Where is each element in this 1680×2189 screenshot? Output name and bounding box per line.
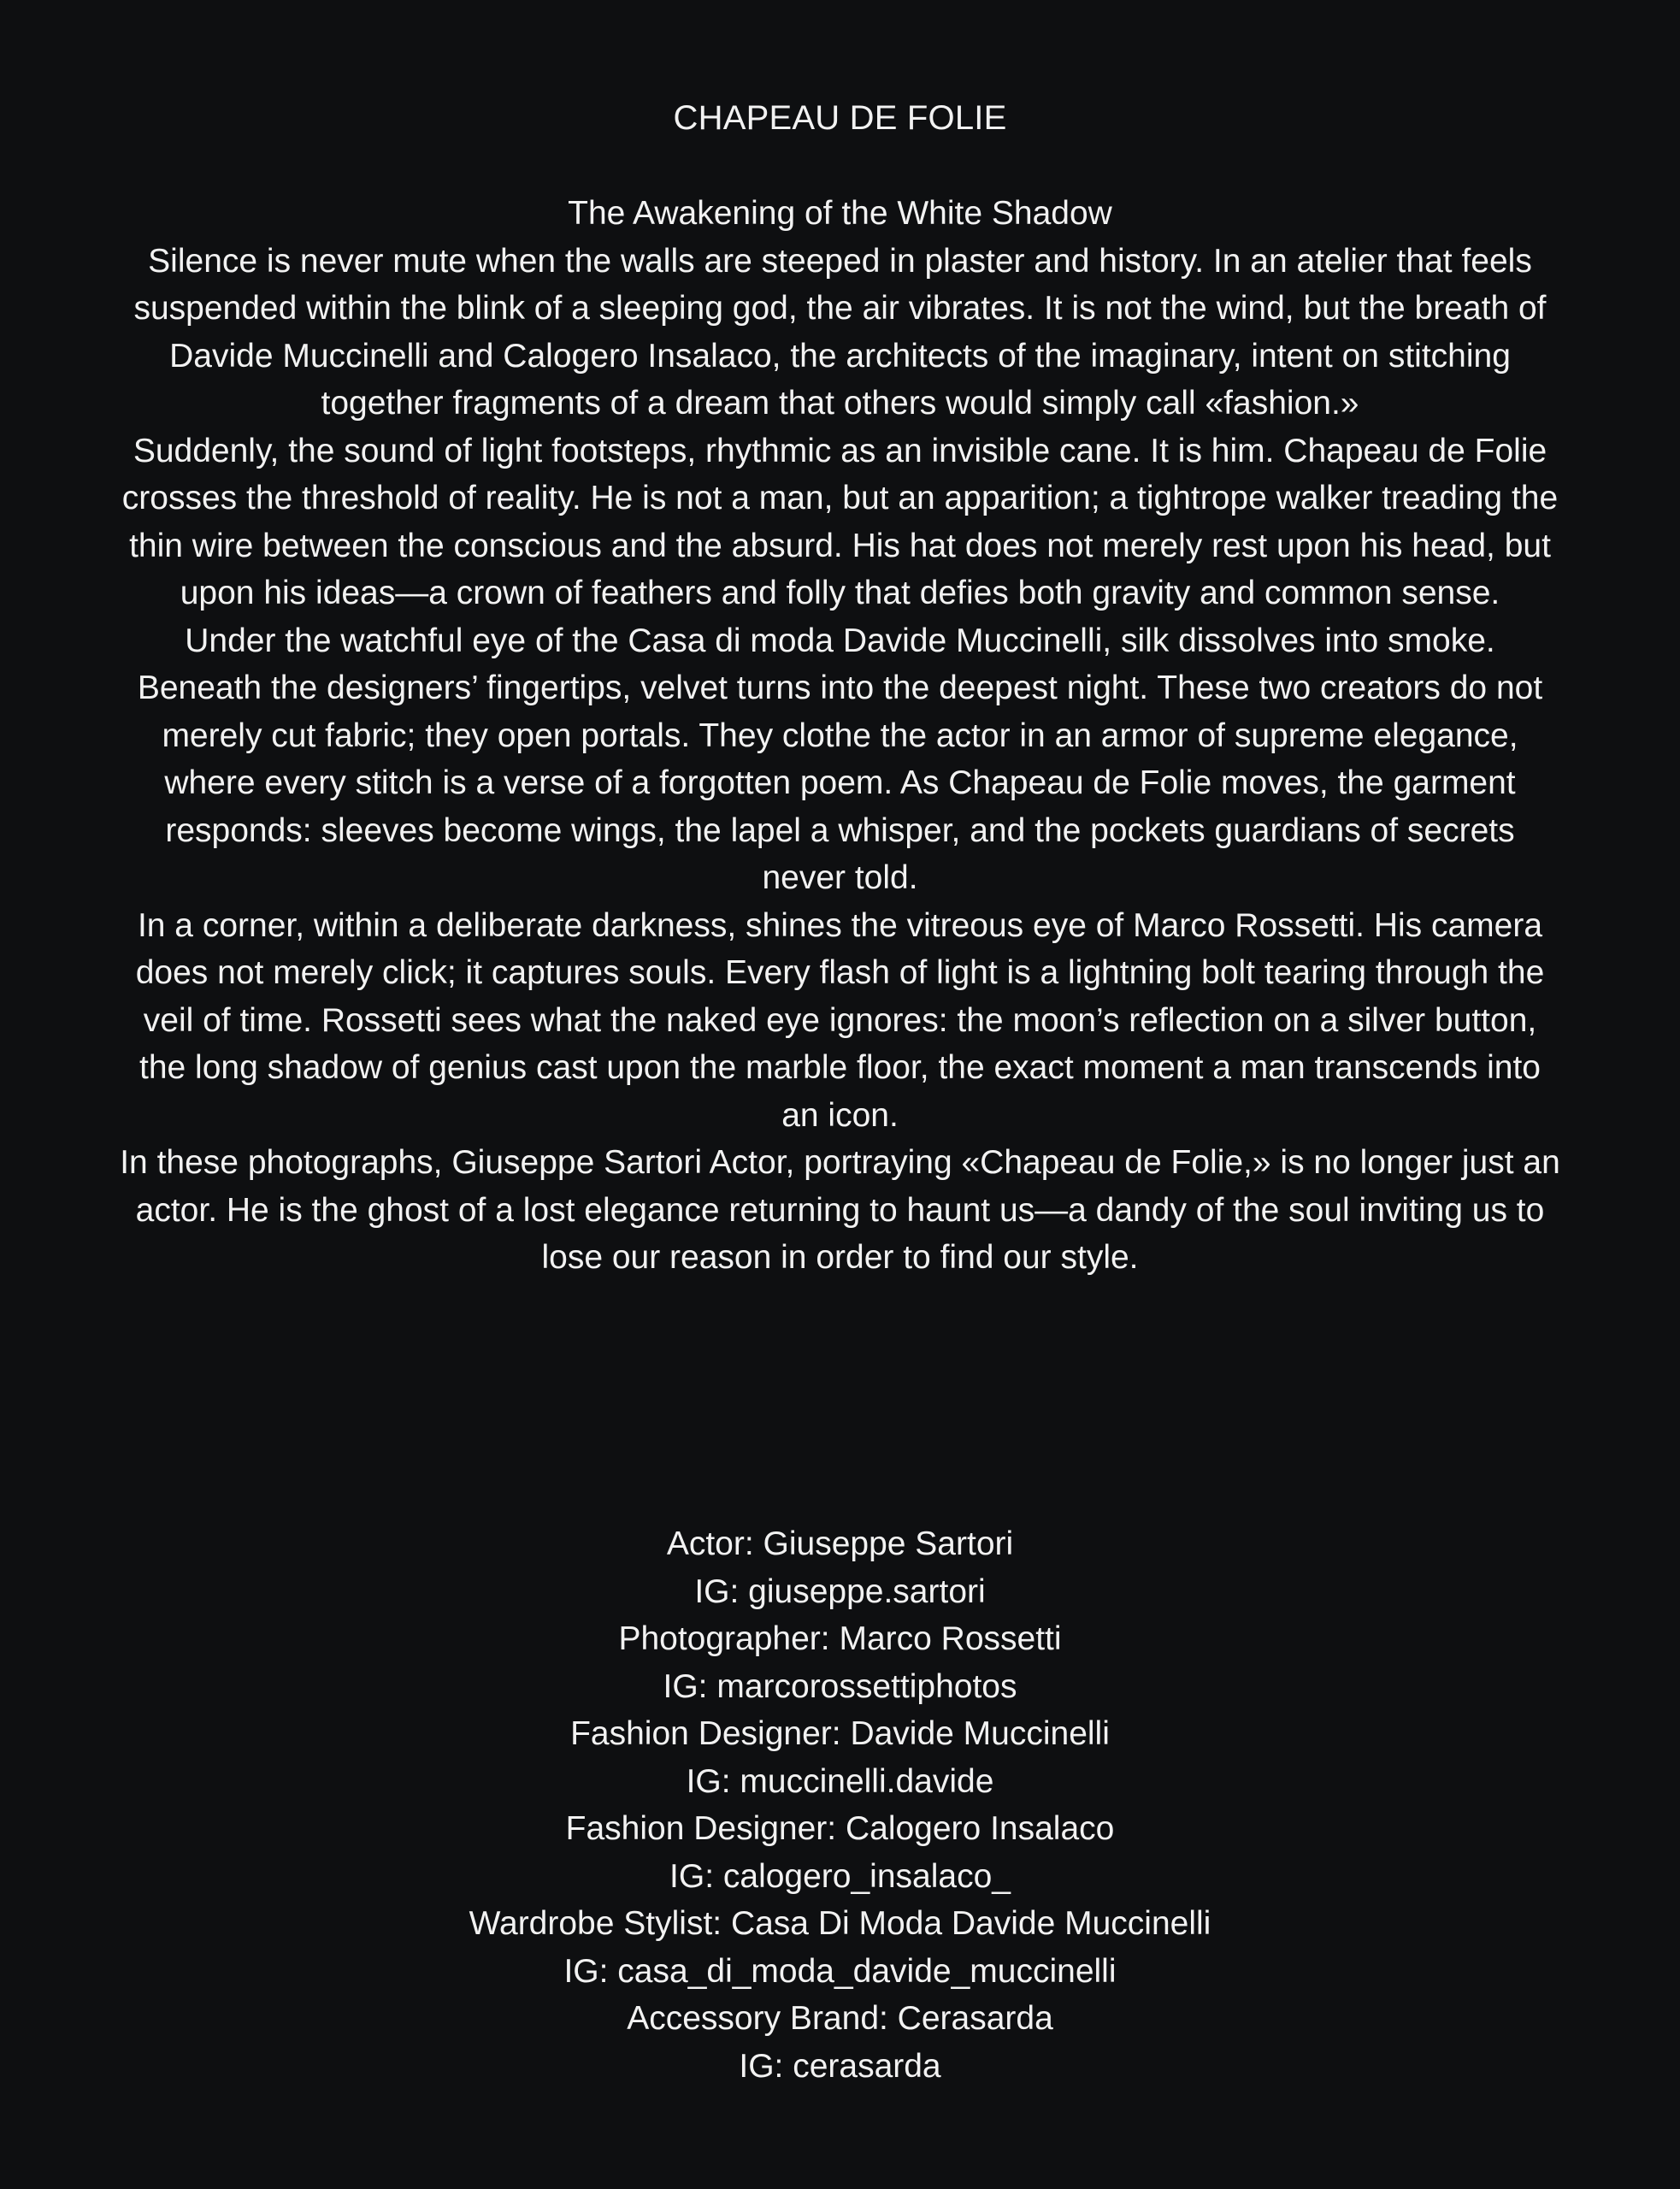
article-paragraph: In a corner, within a deliberate darkness, shines the vitreous eye of Marco Rossetti. His camera does not merely click; it captures souls. Every flash of light is a lightning bolt tearing through the veil of time. Rossetti sees what the naked eye ignores: the moon’s reflection on a silver button, the long shadow of genius cast upon the marble floor, the exact moment a man transcends into an icon.	[135, 906, 1545, 1134]
credit-line: IG: giuseppe.sartori	[694, 1572, 986, 1610]
credit-line: IG: muccinelli.davide	[686, 1762, 994, 1800]
credit-line: Photographer: Marco Rossetti	[618, 1620, 1062, 1657]
credit-line: IG: marcorossettiphotos	[663, 1667, 1017, 1705]
credit-line: Accessory Brand: Cerasarda	[627, 2000, 1053, 2037]
credit-line: Actor: Giuseppe Sartori	[666, 1525, 1014, 1562]
credit-line: Fashion Designer: Calogero Insalaco	[565, 1810, 1115, 1847]
credits-list	[0, 1520, 1680, 2090]
page-title: CHAPEAU DE FOLIE	[673, 99, 1007, 137]
article-subtitle: The Awakening of the White Shadow	[568, 195, 1112, 232]
article	[120, 190, 1560, 1282]
article-paragraph: Silence is never mute when the walls are steeped in plaster and history. In an atelier that feels suspended within the blink of a sleeping god, the air vibrates. It is not the wind, but the breath of Davide Muccinelli and Calogero Insalaco, the architects of the imaginary, intent on stitching together fragments of a dream that others would simply call «fashion.»	[133, 242, 1547, 422]
credit-line: IG: calogero_insalaco_	[669, 1857, 1011, 1895]
article-paragraph: Suddenly, the sound of light footsteps, rhythmic as an invisible cane. It is him. Chapeau de Folie crosses the threshold of reality. He is not a man, but an apparition; a tightrope walker treading the thin wire between the conscious and the absurd. His hat does not merely rest upon his head, but upon his ideas—a crown of feathers and folly that defies both gravity and common sense.	[121, 432, 1559, 611]
article-paragraph: Under the watchful eye of the Casa di moda Davide Muccinelli, silk dissolves into smoke. Beneath the designers’ fingertips, velvet turns into the deepest night. These two creators do not merely cut fabric; they open portals. They clothe the actor in an armor of supreme elegance, where every stitch is a verse of a forgotten poem. As Chapeau de Folie moves, the garment responds: sleeves become wings, the lapel a whisper, and the pockets guardians of secrets never told.	[137, 622, 1543, 896]
credit-line: Fashion Designer: Davide Muccinelli	[570, 1715, 1110, 1752]
credit-line: IG: casa_di_moda_davide_muccinelli	[563, 1952, 1117, 1990]
article-paragraph: In these photographs, Giuseppe Sartori Actor, portraying «Chapeau de Folie,» is no longer just an actor. He is the ghost of a lost elegance returning to haunt us—a dandy of the soul inviting us to lose our reason in order to find our style.	[120, 1144, 1560, 1276]
credit-line: Wardrobe Stylist: Casa Di Moda Davide Muccinelli	[469, 1905, 1211, 1942]
credit-line: IG: cerasarda	[739, 2047, 941, 2085]
